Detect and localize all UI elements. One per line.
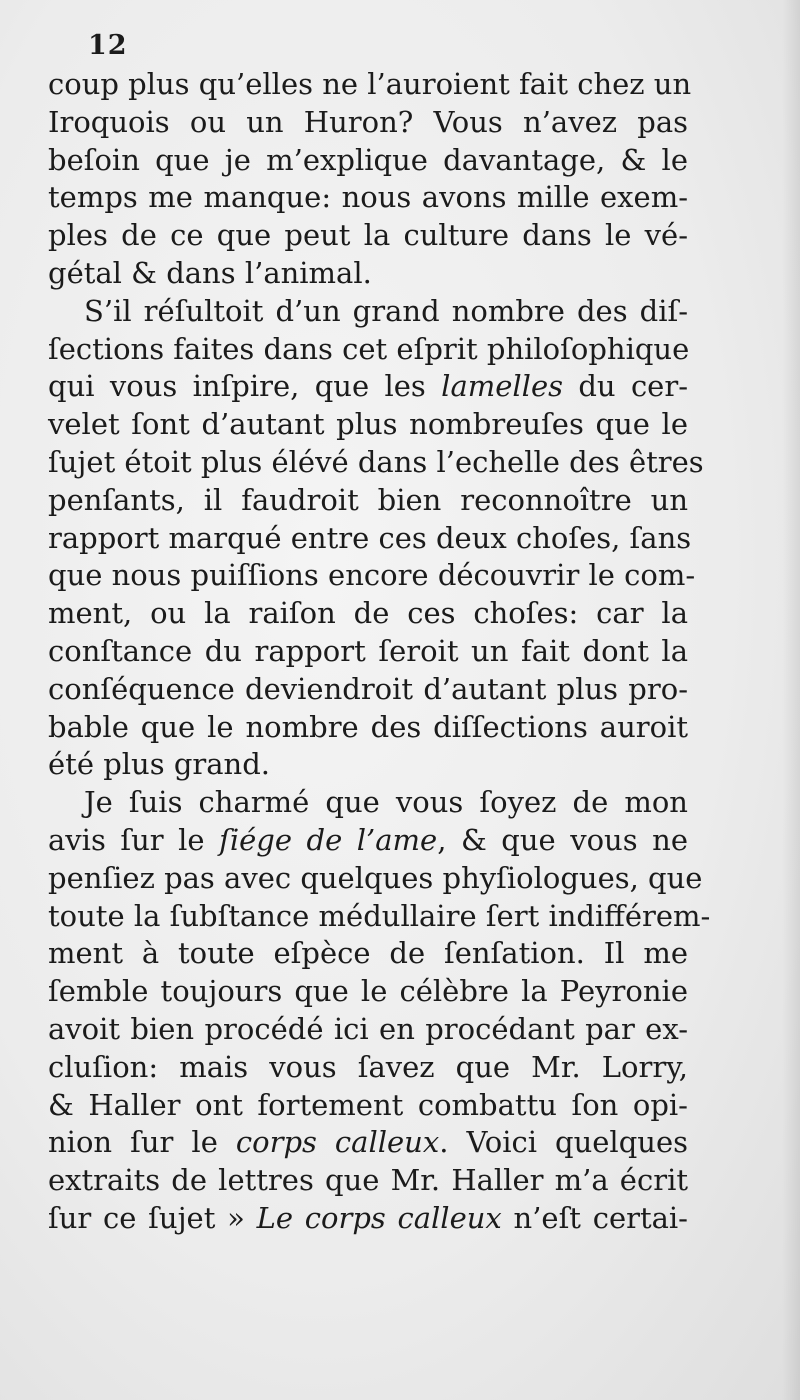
text-segment: ment à toute eſpèce de ſenſation. Il me [48, 936, 688, 971]
text-segment: qui vous inſpire, que les [48, 369, 442, 404]
text-segment: Iroquois ou un Huron? Vous n’avez pas [48, 104, 688, 139]
text-segment: penſiez pas avec quelques phyſiologues, que [48, 860, 703, 895]
page-number: 12 [88, 30, 128, 61]
text-line [48, 368, 688, 406]
text-line [48, 482, 688, 520]
text-segment: S’il réſultoit d’un grand nombre des diſ- [84, 293, 688, 328]
text-segment: toute la ſubſtance médullaire ſert indifférem- [48, 898, 711, 933]
text-line [48, 217, 688, 255]
italic-term: ſiége de l’ame [219, 822, 438, 857]
text-line [48, 633, 688, 671]
text-line [48, 860, 703, 898]
text-segment: ſections faites dans cet eſprit philoſophique [48, 331, 690, 366]
text-line [48, 331, 688, 369]
text-segment: ples de ce que peut la culture dans le vé- [48, 218, 688, 253]
text-line [48, 1124, 688, 1162]
text-line [48, 66, 692, 104]
text-line [48, 557, 696, 595]
text-line [48, 973, 688, 1011]
text-segment: du cer- [563, 369, 689, 404]
text-line [48, 444, 704, 482]
text-segment: coup plus qu’elles ne l’auroient fait chez un [48, 67, 692, 101]
text-line [48, 1049, 688, 1087]
text-line [48, 520, 692, 558]
text-segment: & Haller ont fortement combattu ſon opi- [48, 1087, 688, 1122]
text-line [48, 179, 688, 217]
text-line [48, 1011, 688, 1049]
text-segment: beſoin que je m’explique davantage, & le [48, 142, 688, 177]
text-line [48, 595, 688, 633]
text-segment: . Voici quelques [439, 1125, 688, 1160]
text-segment: cluſion: mais vous ſavez que Mr. Lorry, [48, 1049, 688, 1084]
text-line [48, 898, 711, 936]
text-segment: ſur ce ſujet » [48, 1200, 257, 1235]
text-segment: que nous puiſſions encore découvrir le com- [48, 558, 696, 593]
text-segment: Je ſuis charmé que vous ſoyez de mon [84, 785, 688, 820]
text-line [48, 746, 688, 784]
text-segment: été plus grand. [48, 747, 270, 782]
text-segment: n’eſt certai- [501, 1200, 688, 1235]
text-segment: gétal & dans l’animal. [48, 255, 372, 290]
italic-term: corps calleux [235, 1125, 440, 1160]
text-segment: avis ſur le [48, 822, 220, 857]
text-segment: , & que vous ne [437, 822, 688, 857]
body-text [48, 66, 711, 1238]
text-segment: nion ſur le [48, 1125, 236, 1160]
text-line [48, 822, 688, 860]
text-segment: conſéquence deviendroit d’autant plus pro- [48, 671, 688, 706]
text-segment: bable que le nombre des diſſections auroit [48, 709, 688, 744]
italic-term: Le corps calleux [256, 1200, 502, 1235]
text-segment: avoit bien procédé ici en procédant par ex- [48, 1011, 688, 1046]
italic-term: lamelles [441, 369, 563, 404]
text-segment: velet ſont d’autant plus nombreuſes que le [48, 407, 688, 442]
text-line [48, 784, 688, 822]
text-line [48, 935, 688, 973]
text-line [48, 671, 688, 709]
text-segment: rapport marqué entre ces deux choſes, ſans [48, 520, 692, 555]
page-edge-shadow [782, 0, 800, 1400]
text-segment: conſtance du rapport ſeroit un fait dont la [48, 633, 688, 668]
text-line [48, 142, 688, 180]
text-segment: ſemble toujours que le célèbre la Peyronie [48, 974, 688, 1009]
text-segment: ſujet étoit plus élévé dans l’echelle des êtres [48, 444, 704, 479]
text-line [48, 709, 688, 747]
text-line [48, 1162, 688, 1200]
text-line [48, 1087, 688, 1125]
text-segment: temps me manque: nous avons mille exem- [48, 180, 688, 215]
text-line [48, 293, 688, 331]
text-line [48, 255, 688, 293]
text-line [48, 406, 688, 444]
text-line [48, 104, 688, 142]
text-segment: extraits de lettres que Mr. Haller m’a écrit [48, 1163, 688, 1198]
text-line [48, 1200, 688, 1238]
text-segment: penſants, il faudroit bien reconnoître un [48, 482, 688, 517]
text-segment: ment, ou la raiſon de ces choſes: car la [48, 596, 688, 631]
